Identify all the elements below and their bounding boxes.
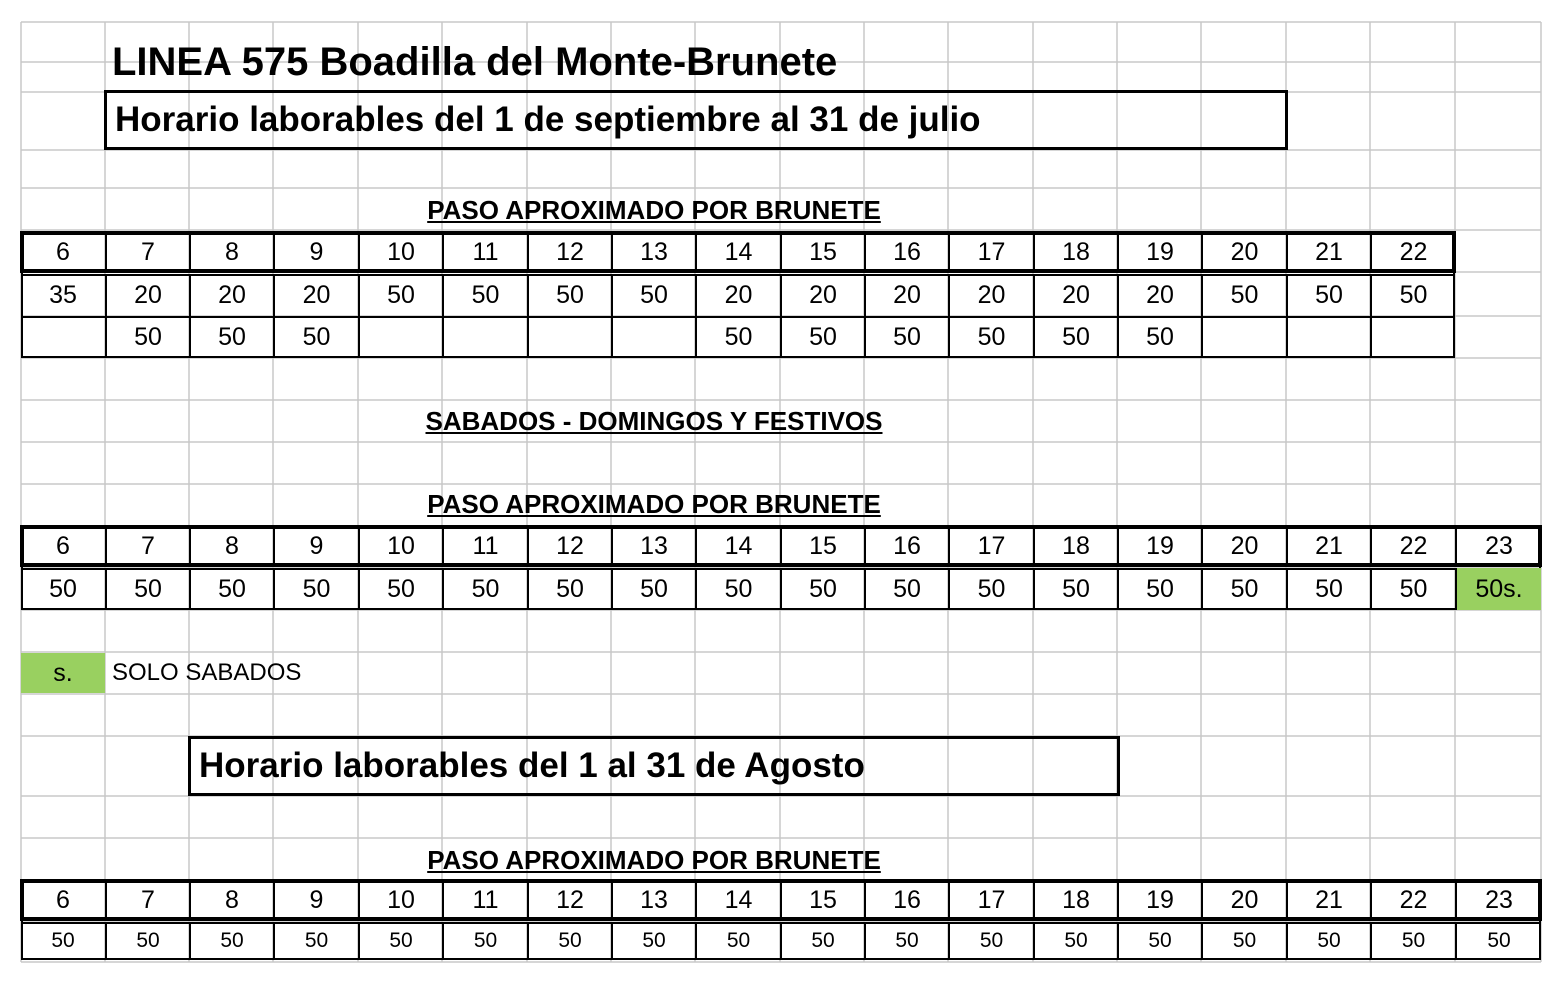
hour-cell: 7 [105, 526, 189, 566]
hour-cell: 13 [611, 880, 695, 920]
minute-cell: 50 [611, 274, 695, 316]
minute-cell: 50 [1286, 922, 1370, 960]
minute-cell [358, 316, 442, 358]
hour-cell: 16 [864, 880, 948, 920]
page-title: LINEA 575 Boadilla del Monte-Brunete [112, 40, 838, 84]
minute-cell: 50 [189, 568, 273, 610]
minute-cell: 50 [273, 316, 358, 358]
minute-cell: 50 [358, 568, 442, 610]
hour-cell: 8 [189, 526, 273, 566]
hour-cell: 21 [1286, 526, 1370, 566]
hour-cell: 9 [273, 232, 358, 272]
hour-cell: 18 [1033, 880, 1117, 920]
hour-cell: 13 [611, 232, 695, 272]
minute-cell: 50 [695, 568, 780, 610]
minute-cell: 50 [1370, 274, 1455, 316]
minute-cell: 50 [105, 922, 189, 960]
hour-cell: 23 [1455, 880, 1541, 920]
hour-cell: 17 [948, 232, 1033, 272]
hour-cell: 12 [527, 232, 611, 272]
minute-cell [611, 316, 695, 358]
minute-cell: 20 [273, 274, 358, 316]
hour-cell: 9 [273, 526, 358, 566]
minute-cell: 50 [948, 316, 1033, 358]
minute-cell: 50 [105, 568, 189, 610]
minute-cell: 20 [1033, 274, 1117, 316]
minute-cell: 50 [1370, 568, 1455, 610]
minute-cell [1286, 316, 1370, 358]
minute-cell: 50 [864, 316, 948, 358]
hour-cell: 10 [358, 232, 442, 272]
minute-cell: 50 [864, 568, 948, 610]
minute-cell: 20 [105, 274, 189, 316]
hour-cell: 9 [273, 880, 358, 920]
hour-cell: 19 [1117, 526, 1201, 566]
minute-cell: 20 [780, 274, 864, 316]
minute-cell: 50 [1455, 922, 1541, 960]
minute-cell: 50 [780, 568, 864, 610]
minute-cell: 50 [1033, 568, 1117, 610]
hour-cell: 21 [1286, 232, 1370, 272]
hour-cell: 6 [56, 237, 70, 266]
hour-cell: 10 [358, 526, 442, 566]
minute-cell: 50 [527, 568, 611, 610]
minute-cell: 50 [189, 922, 273, 960]
section3-subheading: PASO APROXIMADO POR BRUNETE [427, 845, 881, 875]
hour-cell: 22 [1370, 232, 1455, 272]
hour-cell: 8 [189, 880, 273, 920]
hour-cell: 16 [864, 526, 948, 566]
hour-cell: 14 [695, 232, 780, 272]
hour-cell: 15 [780, 526, 864, 566]
minute-cell: 50 [1201, 568, 1286, 610]
minute-cell: 50 [1117, 568, 1201, 610]
hour-cell: 15 [780, 880, 864, 920]
minute-cell: 20 [189, 274, 273, 316]
section2-subheading: PASO APROXIMADO POR BRUNETE [427, 489, 881, 519]
section1-heading: Horario laborables del 1 de septiembre al 31 de julio [104, 90, 1288, 150]
section2-heading: SABADOS - DOMINGOS Y FESTIVOS [425, 406, 883, 436]
minute-cell [21, 316, 105, 358]
minute-cell: 50 [695, 922, 780, 960]
hour-cell: 21 [1286, 880, 1370, 920]
hour-cell: 14 [695, 880, 780, 920]
minute-cell: 50 [358, 274, 442, 316]
minute-cell: 50 [1201, 922, 1286, 960]
minute-cell: 50 [1117, 922, 1201, 960]
hour-cell: 23 [1455, 526, 1541, 566]
minute-cell: 50 [273, 568, 358, 610]
minute-cell [527, 316, 611, 358]
minute-cell: 50 [273, 922, 358, 960]
minute-cell: 20 [1117, 274, 1201, 316]
hour-cell: 13 [611, 526, 695, 566]
minute-cell: 50 [1201, 274, 1286, 316]
hour-cell: 14 [695, 526, 780, 566]
hour-cell: 8 [189, 232, 273, 272]
minute-cell: 20 [864, 274, 948, 316]
minute-cell: 20 [695, 274, 780, 316]
legend-marker: s. [21, 653, 105, 693]
hour-cell: 7 [105, 232, 189, 272]
minute-cell [1201, 316, 1286, 358]
minute-cell: 50 [1286, 568, 1370, 610]
hour-cell: 6 [56, 885, 70, 914]
minute-cell: 50 [527, 274, 611, 316]
hour-cell: 22 [1370, 526, 1455, 566]
minute-cell: 50 [1033, 316, 1117, 358]
minute-cell: 50 [189, 316, 273, 358]
minute-cell: 50 [358, 922, 442, 960]
minute-cell: 50 [864, 922, 948, 960]
hour-cell: 15 [780, 232, 864, 272]
hour-cell: 10 [358, 880, 442, 920]
minute-cell: 50 [1286, 274, 1370, 316]
legend-text: SOLO SABADOS [112, 659, 302, 686]
minute-cell: 50 [611, 922, 695, 960]
hour-cell: 19 [1117, 232, 1201, 272]
minute-cell: 50 [948, 922, 1033, 960]
minute-cell: 50 [780, 922, 864, 960]
minute-cell: 50 [695, 316, 780, 358]
minute-cell [1370, 316, 1455, 358]
hour-cell: 18 [1033, 232, 1117, 272]
hour-cell: 11 [442, 880, 527, 920]
hour-cell: 17 [948, 526, 1033, 566]
section3-heading: Horario laborables del 1 al 31 de Agosto [188, 736, 1120, 796]
hour-cell: 12 [527, 880, 611, 920]
hour-cell: 17 [948, 880, 1033, 920]
hour-cell: 22 [1370, 880, 1455, 920]
minute-cell: 50 [105, 316, 189, 358]
minute-cell: 50 [1117, 316, 1201, 358]
minute-cell: 35 [49, 280, 77, 309]
minute-cell: 50 [442, 568, 527, 610]
minute-cell: 50 [49, 574, 77, 603]
minute-cell: 50s. [1455, 568, 1541, 610]
hour-cell: 6 [56, 531, 70, 560]
minute-cell: 50 [442, 922, 527, 960]
minute-cell: 50 [51, 929, 75, 952]
minute-cell: 50 [948, 568, 1033, 610]
minute-cell: 50 [527, 922, 611, 960]
hour-cell: 12 [527, 526, 611, 566]
hour-cell: 20 [1201, 232, 1286, 272]
minute-cell: 50 [442, 274, 527, 316]
minute-cell: 50 [1033, 922, 1117, 960]
minute-cell: 50 [1370, 922, 1455, 960]
minute-cell: 20 [948, 274, 1033, 316]
hour-cell: 11 [442, 526, 527, 566]
hour-cell: 7 [105, 880, 189, 920]
hour-cell: 20 [1201, 526, 1286, 566]
hour-cell: 19 [1117, 880, 1201, 920]
section1-subheading: PASO APROXIMADO POR BRUNETE [427, 195, 881, 225]
hour-cell: 11 [442, 232, 527, 272]
minute-cell [442, 316, 527, 358]
hour-cell: 18 [1033, 526, 1117, 566]
hour-cell: 16 [864, 232, 948, 272]
hour-cell: 20 [1201, 880, 1286, 920]
minute-cell: 50 [780, 316, 864, 358]
minute-cell: 50 [611, 568, 695, 610]
